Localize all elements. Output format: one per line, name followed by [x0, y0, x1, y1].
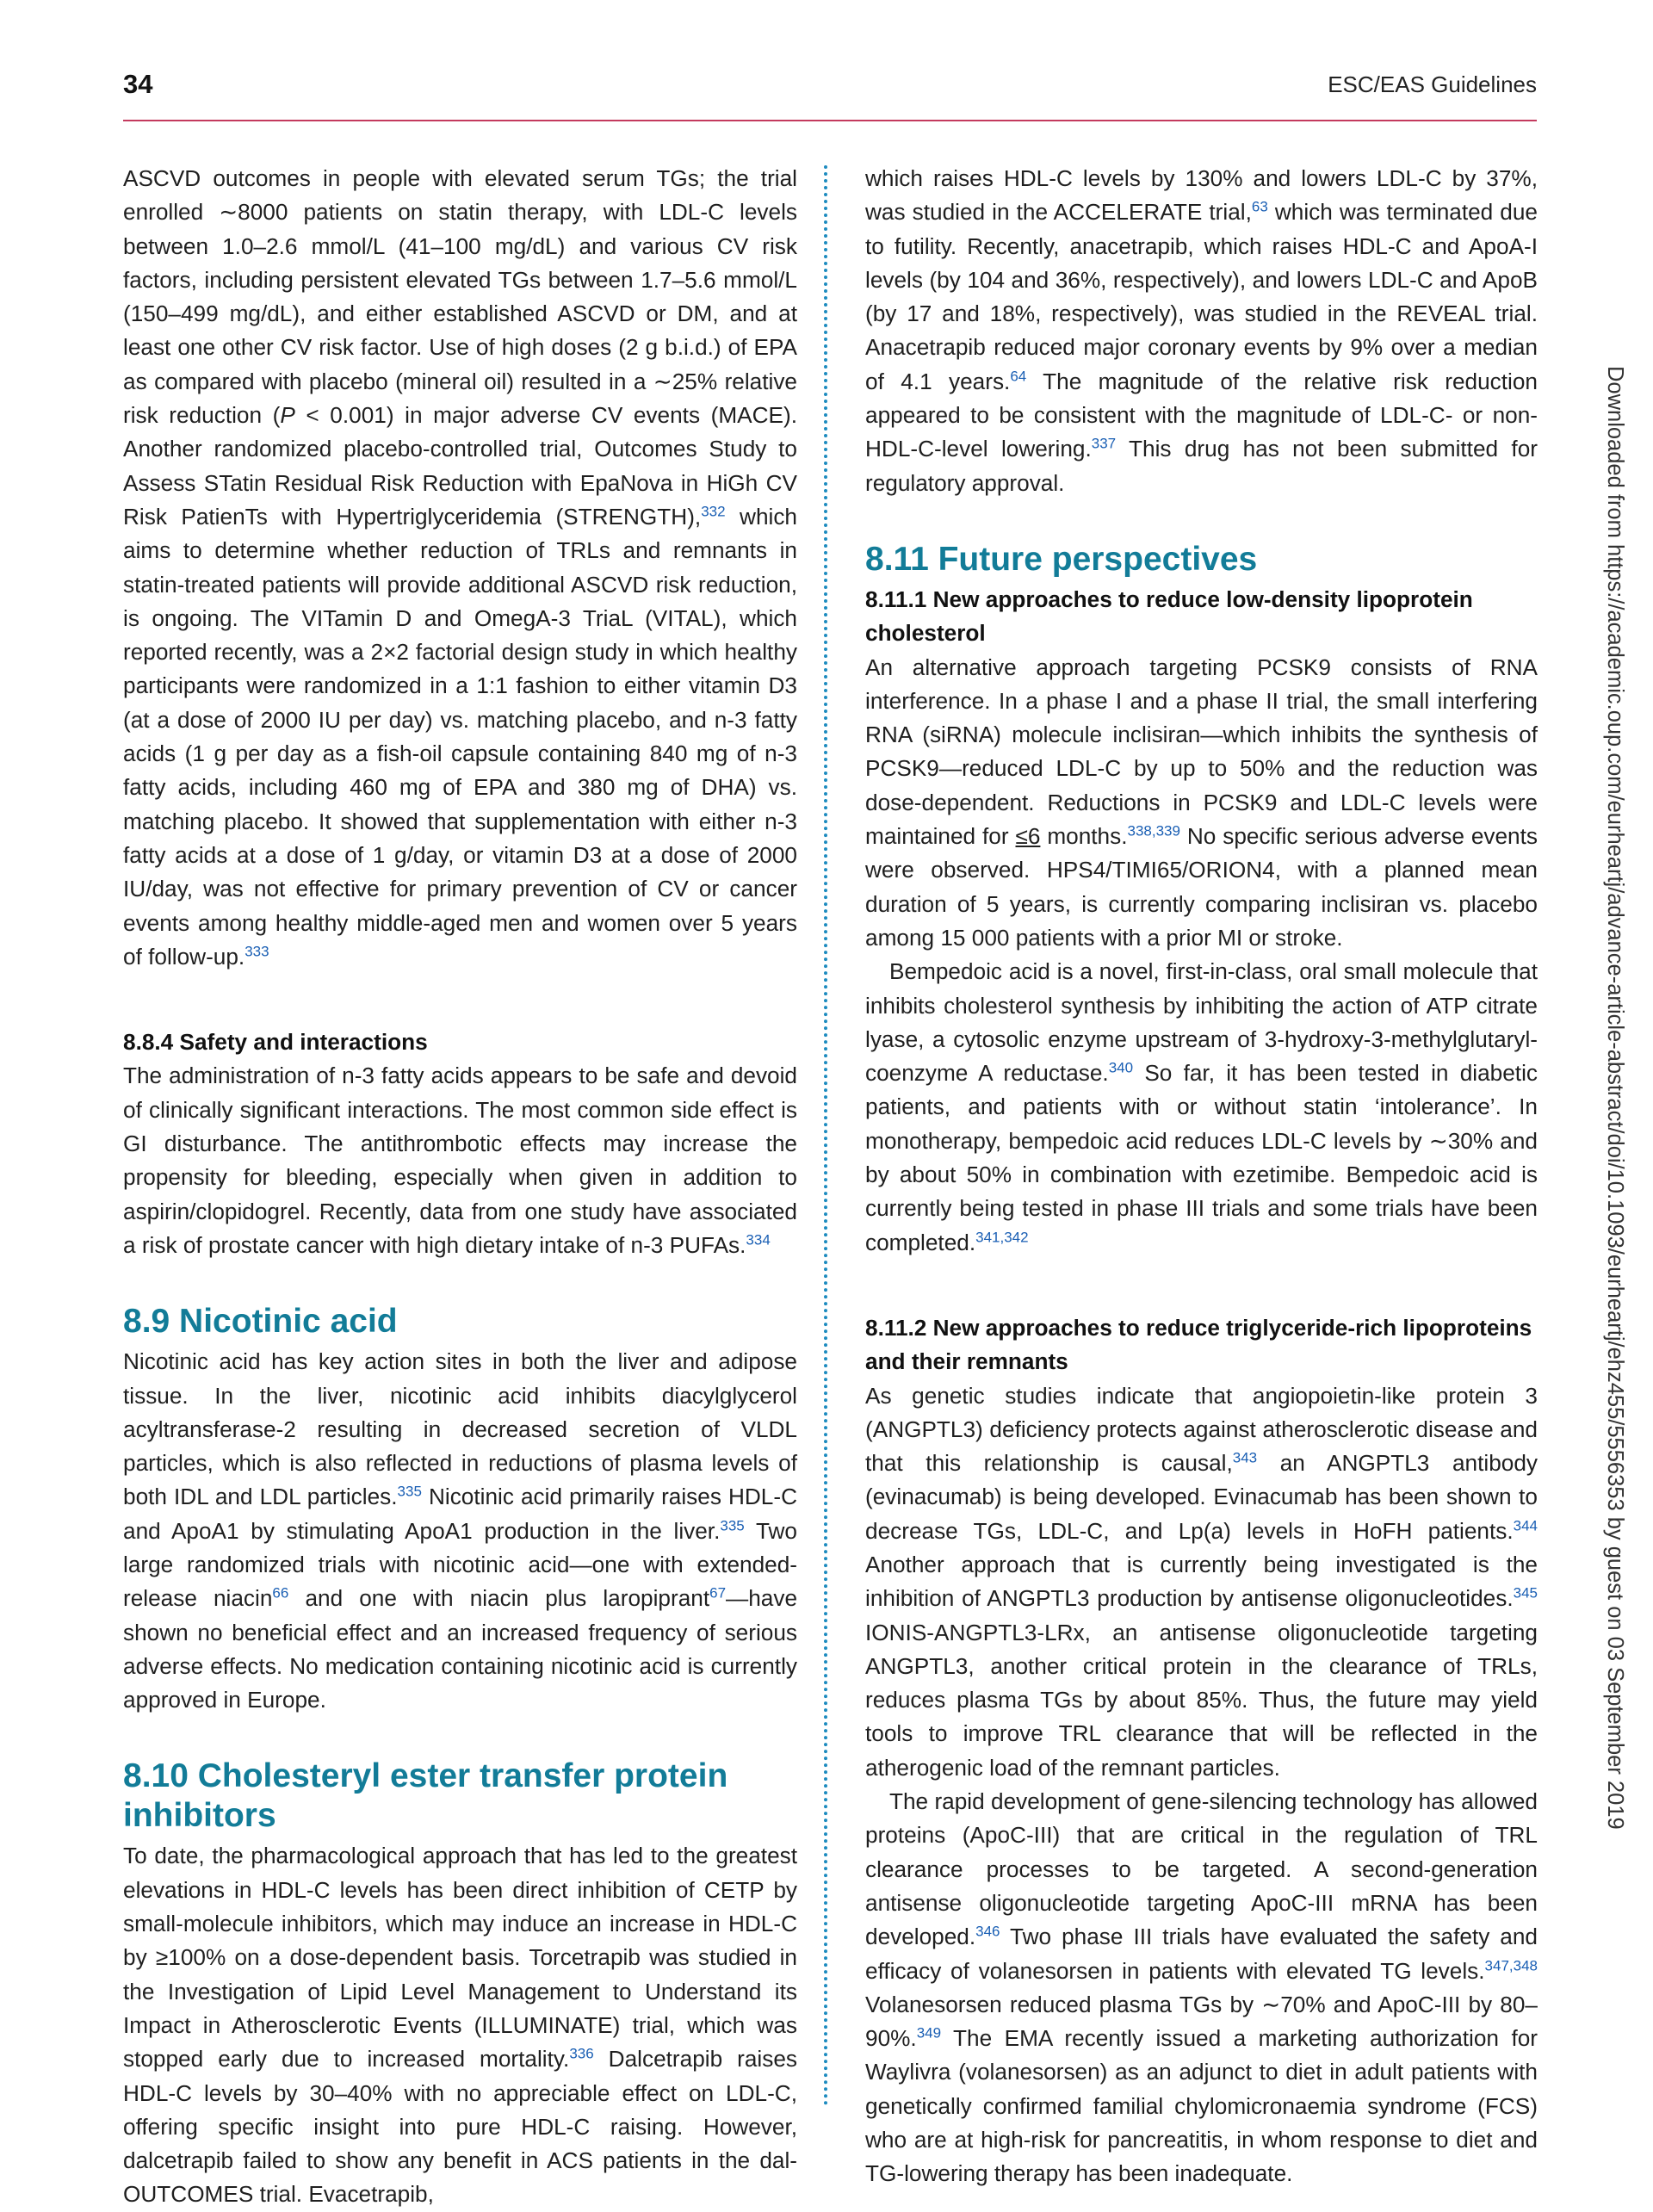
heading-8-9: 8.9 Nicotinic acid — [123, 1303, 398, 1341]
paragraph-bempedoic-acid: Bempedoic acid is a novel, first-in-class, oral small molecule that inhibits cholesterol synthesis by inhibiting the action of ATP citrate lyase, a cytosolic enzyme upstream of 3-hydroxy-3-methylglutaryl-coenzyme A reductase.$^{340}$ So far, it has been tested in diabetic patients, and patients with or without statin ‘intolerance’. In monotherapy, bempedoic acid reduces LDL-C levels by ∼30% and by about 50% in combination with ezetimibe. Bempedoic acid is currently being tested in phase III trials and some trials have been completed.$^{341,342}$ — [865, 958, 1538, 1255]
reference-link[interactable]: 335 — [720, 1516, 745, 1534]
reference-link[interactable]: 346 — [975, 1923, 1000, 1940]
paragraph-nicotinic-acid: Nicotinic acid has key action sites in both the liver and adipose tissue. In the liver, nicotinic acid inhibits diacylglycerol acyltransferase-2 resulting in decreased secretion of VLDL particles, which is also reflected in reductions of plasma levels of both IDL and LDL particles.$^{335}$ Nicotinic acid primarily raises HDL-C and ApoA1 by stimulating ApoA1 production in the liver.$^{335}$ Two large randomized trials with nicotinic acid—one with extended-release niacin$^{66}$ and one with niacin plus laropiprant$^{67}$—have shown no beneficial effect and an increased frequency of serious adverse effects. No medication containing nicotinic acid is currently approved in Europe. — [123, 1348, 798, 1713]
p-value-symbol: P — [280, 402, 295, 429]
right-column — [865, 162, 1538, 2191]
column-divider — [824, 165, 827, 2107]
paragraph-angptl3: As genetic studies indicate that angiopoietin-like protein 3 (ANGPTL3) deficiency protects against atherosclerotic disease and that this relationship is causal,$^{343}$ an ANGPTL3 antibody (evinacumab) is being developed. Evinacumab has been shown to decrease TGs, LDL-C, and Lp(a) levels in HoFH patients.$^{344}$ Another approach that is currently being investigated is the inhibition of ANGPTL3 production by antisense oligonucleotides.$^{345}$ IONIS-ANGPTL3-LRx, an antisense oligonucleotide targeting ANGPTL3, another critical protein in the clearance of TRLs, reduces plasma TGs by about 85%. Thus, the future may yield tools to improve TRL clearance that will be reflected in the atherogenic load of the remnant particles. — [865, 1382, 1538, 1781]
paragraph-cetp-inhibitors: To date, the pharmacological approach that has led to the greatest elevations in HDL-C levels has been direct inhibition of CETP by small-molecule inhibitors, which may induce an increase in HDL-C by ≥100% on a dose-dependent basis. Torcetrapib was studied in the Investigation of Lipid Level Management to Understand its Impact in Atherosclerotic Events (ILLUMINATE) trial, which was stopped early due to increased mortality.$^{336}$ Dalcetrapib raises HDL-C levels by 30–40% with no appreciable effect on LDL-C, offering specific insight into pure HDL-C raising. However, dalcetrapib failed to show any benefit in ACS patients in the dal-OUTCOMES trial. Evacetrapib, — [123, 1843, 797, 2208]
reference-link[interactable]: 344 — [1513, 1516, 1538, 1534]
heading-8-10: 8.10 Cholesteryl ester transfer protein inhibitors — [123, 1757, 728, 1835]
reference-link[interactable]: 336 — [569, 2045, 594, 2062]
heading-8-11-1: 8.11.1 New approaches to reduce low-density lipoprotein cholesterol — [865, 586, 1473, 647]
reference-link[interactable]: 333 — [245, 943, 269, 960]
reference-link[interactable]: 341,342 — [975, 1228, 1029, 1245]
reference-link[interactable]: 66 — [272, 1584, 289, 1602]
heading-8-8-4: 8.8.4 Safety and interactions — [123, 1029, 428, 1056]
download-notice-text: Downloaded from https://academic.oup.com/eurheartj/advance-article-abstract/doi/10.1093/eurheartj/ehz455/5556353 by guest on 03 September 2019 — [1603, 366, 1627, 1830]
page-number: 34 — [123, 69, 153, 99]
download-notice — [1603, 366, 1634, 1873]
reference-link[interactable]: 334 — [746, 1231, 771, 1249]
paragraph-inclisiran: An alternative approach targeting PCSK9 consists of RNA interference. In a phase I and a phase II trial, the small interfering RNA (siRNA) molecule inclisiran—which inhibits the synthesis of PCSK9—reduced LDL-C by up to 50% and the reduction was dose-dependent. Reductions in PCSK9 and LDL-C levels were maintained for ≤6 months.$^{338,339}$ No specific serious adverse events were observed. HPS4/TIMI65/ORION4, with a planned mean duration of 5 years, is currently comparing inclisiran vs. placebo among 15 000 patients with a prior MI or stroke. — [865, 654, 1538, 951]
reference-link[interactable]: 337 — [1091, 435, 1117, 452]
header-rule — [123, 120, 1537, 121]
paragraph-cetp-continued: which raises HDL-C levels by 130% and lowers LDL-C by 37%, was studied in the ACCELERATE trial,$^{63}$ which was terminated due to futility. Recently, anacetrapib, which raises HDL-C and ApoA-I levels (by 104 and 36%, respectively), and lowers LDL-C and ApoB (by 17 and 18%, respectively), was studied in the REVEAL trial. Anacetrapib reduced major coronary events by 9% over a median of 4.1 years.$^{64}$ The magnitude of the relative risk reduction appeared to be consistent with the magnitude of LDL-C- or non-HDL-C-level lowering.$^{337}$ This drug has not been submitted for regulatory approval. — [865, 165, 1538, 496]
reference-link[interactable]: 338,339 — [1127, 822, 1180, 840]
reference-link[interactable]: 335 — [397, 1483, 422, 1500]
running-title: ESC/EAS Guidelines — [1328, 71, 1537, 97]
reference-link[interactable]: 63 — [1251, 198, 1268, 215]
reference-link[interactable]: 67 — [709, 1584, 727, 1602]
reference-link[interactable]: 345 — [1513, 1584, 1538, 1602]
paragraph-omega3-trials: ASCVD outcomes in people with elevated serum TGs; the trial enrolled ∼8000 patients on statin therapy, with LDL-C levels between 1.0–2.6 mmol/L (41–100 mg/dL) and various CV risk factors, including persistent elevated TGs between 1.7–5.6 mmol/L (150–499 mg/dL), and either established ASCVD or DM, and at least one other CV risk factor. Use of high doses (2 g b.i.d.) of EPA as compared with placebo (mineral oil) resulted in a ∼25% relative risk reduction (P < 0.001) in major adverse CV events (MACE). Another randomized placebo-controlled trial, Outcomes Study to Assess STatin Residual Risk Reduction with EpaNova in HiGh CV Risk PatienTs with Hypertriglyceridemia (STRENGTH),$^{332}$ which aims to determine whether reduction of TRLs and remnants in statin-treated patients will provide additional ASCVD risk reduction, is ongoing. The VITamin D and OmegA-3 TriaL (VITAL), which reported recently, was a 2×2 factorial design study in which healthy participants were randomized in a 1:1 fashion to either vitamin D3 (at a dose of 2000 IU per day) vs. matching placebo, and n-3 fatty acids (1 g per day as a fish-oil capsule containing 840 mg of n-3 fatty acids, including 460 mg of EPA and 380 mg of DHA) vs. matching placebo. It showed that supplementation with either n-3 fatty acids at a dose of 1 g/day, or vitamin D3 at a dose of 2000 IU/day, was not effective for primary prevention of CV or cancer events among healthy middle-aged men and women over 5 years of follow-up.$^{333}$ — [123, 165, 797, 970]
page-header — [123, 69, 1537, 103]
reference-link[interactable]: 347,348 — [1484, 1956, 1538, 1973]
reference-link[interactable]: 340 — [1108, 1059, 1134, 1076]
reference-link[interactable]: 349 — [916, 2024, 942, 2042]
paragraph-safety: The administration of n-3 fatty acids appears to be safe and devoid of clinically significant interactions. The most common side effect is GI disturbance. The antithrombotic effects may increase the propensity for bleeding, especially when given in addition to aspirin/clopidogrel. Recently, data from one study have associated a risk of prostate cancer with high dietary intake of n-3 PUFAs.$^{334}$ — [123, 1063, 797, 1258]
heading-8-11-2: 8.11.2 New approaches to reduce triglyceride-rich lipoproteins and their remnants — [865, 1314, 1532, 1375]
paragraph-apoc3: The rapid development of gene-silencing technology has allowed proteins (ApoC-III) that are critical in the regulation of TRL clearance processes to be targeted. A second-generation antisense oligonucleotide targeting ApoC-III mRNA has been developed.$^{346}$ Two phase III trials have evaluated the safety and efficacy of volanesorsen in patients with elevated TG levels.$^{347,348}$ Volanesorsen reduced plasma TGs by ∼70% and ApoC-III by 80–90%.$^{349}$ The EMA recently issued a marketing authorization for Waylivra (volanesorsen) as an adjunct to diet in adult patients with genetically confirmed familial chylomicronaemia syndrome (FCS) who are at high-risk for pancreatitis, in whom response to diet and TG-lowering therapy has been inadequate. — [865, 1788, 1538, 2187]
reference-link[interactable]: 332 — [701, 503, 726, 520]
reference-link[interactable]: 64 — [1010, 368, 1027, 385]
reference-link[interactable]: 343 — [1232, 1449, 1258, 1466]
left-column — [123, 162, 797, 2212]
heading-8-11: 8.11 Future perspectives — [865, 540, 1258, 578]
